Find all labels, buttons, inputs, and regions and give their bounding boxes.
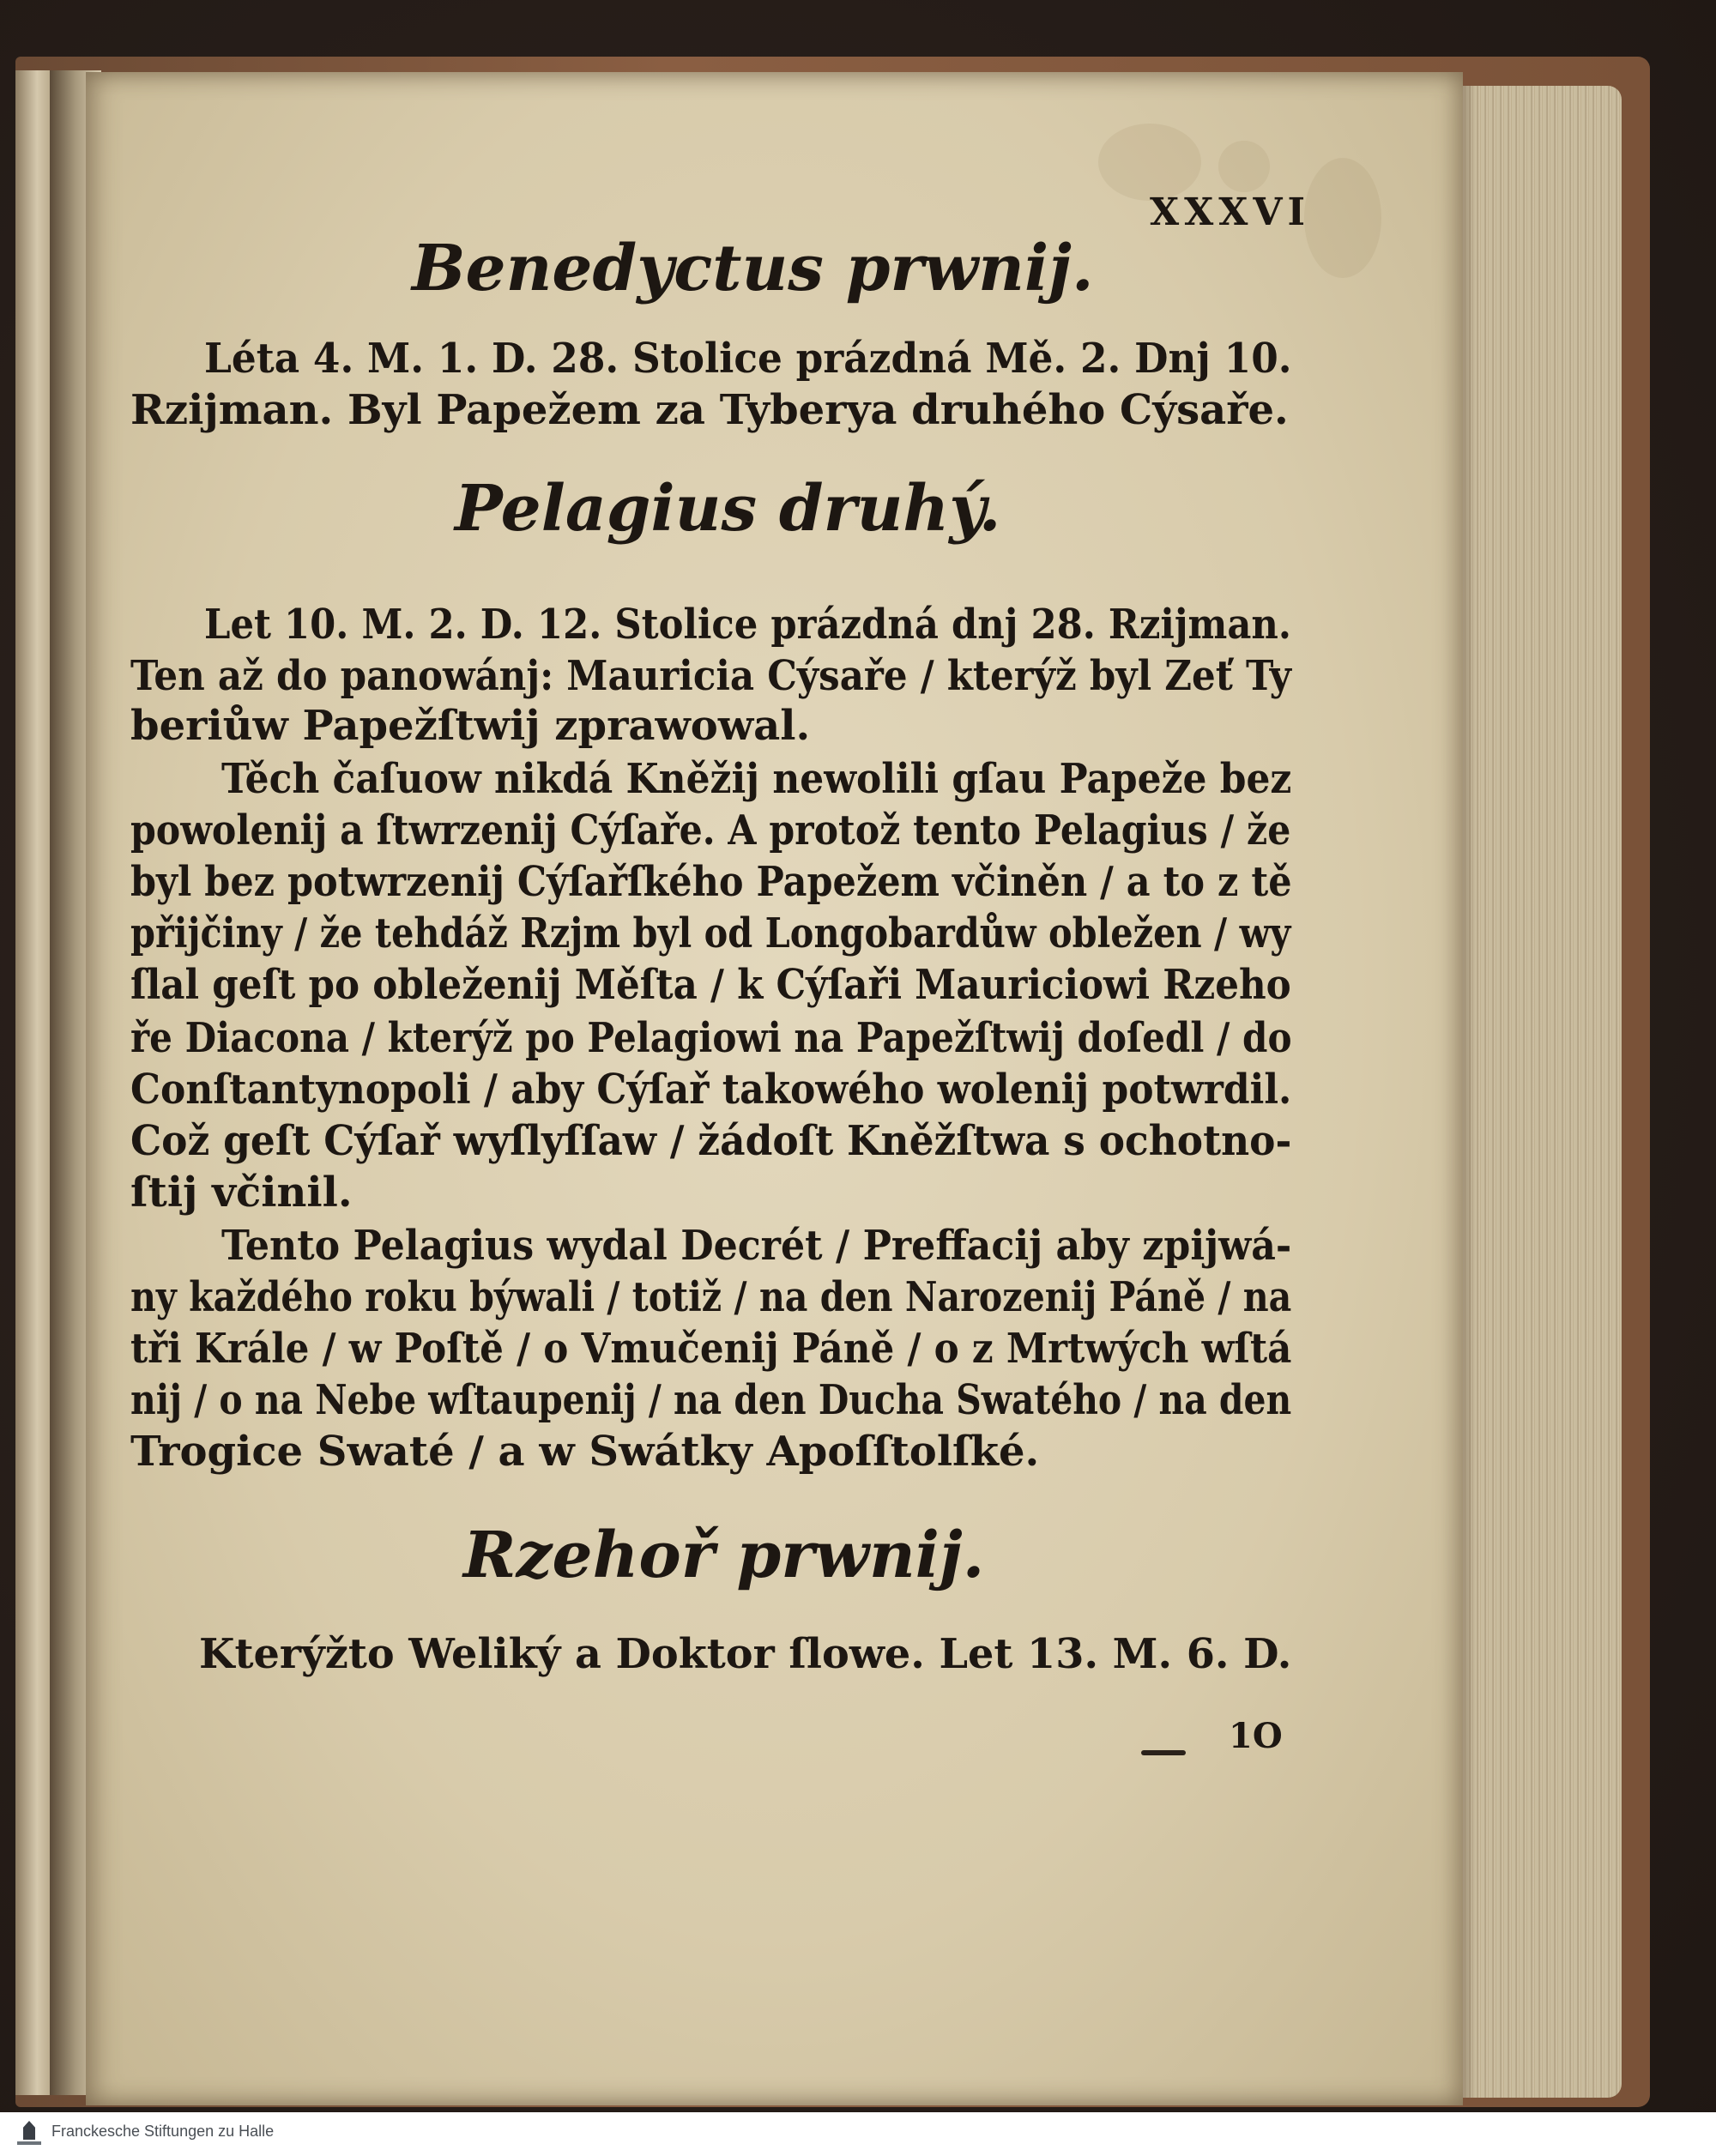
- pelagius-line: ny každého roku býwali / totiž / na den Narozenij Páně / na: [130, 1273, 1292, 1321]
- tower-shape: [23, 2121, 35, 2140]
- page-signature: 1O: [1229, 1716, 1283, 1756]
- heading-benedict: Benedyctus prwnij.: [412, 232, 1094, 305]
- pelagius-line: nij / o na Nebe wſtaupenij / na den Ducha Swatého / na den: [130, 1376, 1292, 1424]
- heading-pelagius: Pelagius druhý.: [455, 472, 1001, 546]
- paper-stain: [1304, 158, 1381, 278]
- benedict-line: Léta 4. M. 1. D. 28. Stolice prázdná Mě. 2. Dnj 10.: [204, 335, 1292, 383]
- pelagius-line: tři Krále / w Poſtě / o Vmučenij Páně / o z Mrtwých wſtá: [130, 1325, 1292, 1373]
- pelagius-line: Let 10. M. 2. D. 12. Stolice prázdná dnj 28. Rzijman.: [204, 601, 1291, 649]
- pelagius-line: ře Diacona / kterýž po Pelagiowi na Papežſtwij doſedl / do: [130, 1014, 1292, 1062]
- tower-base: [17, 2141, 41, 2145]
- heading-gregory: Rzehoř prwnij.: [463, 1519, 985, 1592]
- viewer-footer: [0, 2112, 1716, 2156]
- pelagius-line: Těch čaſuow nikdá Kněžij newolili gſau Papeže bez: [221, 755, 1292, 803]
- pelagius-line: powolenij a ſtwrzenij Cýſaře. A protož tento Pelagius / že: [130, 806, 1291, 855]
- pelagius-line: ſtij včinil.: [130, 1169, 353, 1217]
- pelagius-line: Conſtantynopoli / aby Cýſař takowého wolenij potwrdil.: [130, 1066, 1292, 1114]
- benedict-line: Rzijman. Byl Papežem za Tyberya druhého Cýsaře.: [130, 386, 1289, 434]
- pelagius-line: Tento Pelagius wydal Decrét / Preffacij aby zpijwá-: [221, 1222, 1292, 1270]
- pelagius-line: Což geſt Cýſař wyſlyſſaw / žádoſt Kněžſtwa s ochotno-: [130, 1117, 1292, 1165]
- paper-stain: [1098, 124, 1201, 201]
- pelagius-line: Ten až do panowánj: Mauricia Cýsaře / kterýž byl Zeť Ty: [130, 652, 1291, 700]
- catchword-mark: [1141, 1750, 1186, 1755]
- gregory-line: Kterýžto Weliký a Doktor ſlowe. Let 13. M. 6. D.: [199, 1630, 1292, 1678]
- tower-logo-icon: [12, 2117, 46, 2152]
- folio-number: XXXVI: [1150, 190, 1311, 234]
- pelagius-line: ſlal geſt po obleženij Měſta / k Cýſaři Mauriciowi Rzeho: [130, 961, 1291, 1009]
- paper-stain: [1218, 141, 1270, 192]
- facing-page-edge: [15, 70, 51, 2095]
- footer-institution: Franckesche Stiftungen zu Halle: [51, 2123, 275, 2140]
- pelagius-line: byl bez potwrzenij Cýſařſkého Papežem včiněn / a to z tě: [130, 858, 1292, 906]
- pelagius-line: Trogice Swaté / a w Swátky Apoſſtolſké.: [130, 1428, 1040, 1476]
- pelagius-line: beriůw Papežſtwij zprawowal.: [130, 702, 811, 750]
- pelagius-line: přijčiny / že tehdáž Rzjm byl od Longobardůw obležen / wy: [130, 909, 1291, 957]
- page-block-edges: [1450, 86, 1622, 2098]
